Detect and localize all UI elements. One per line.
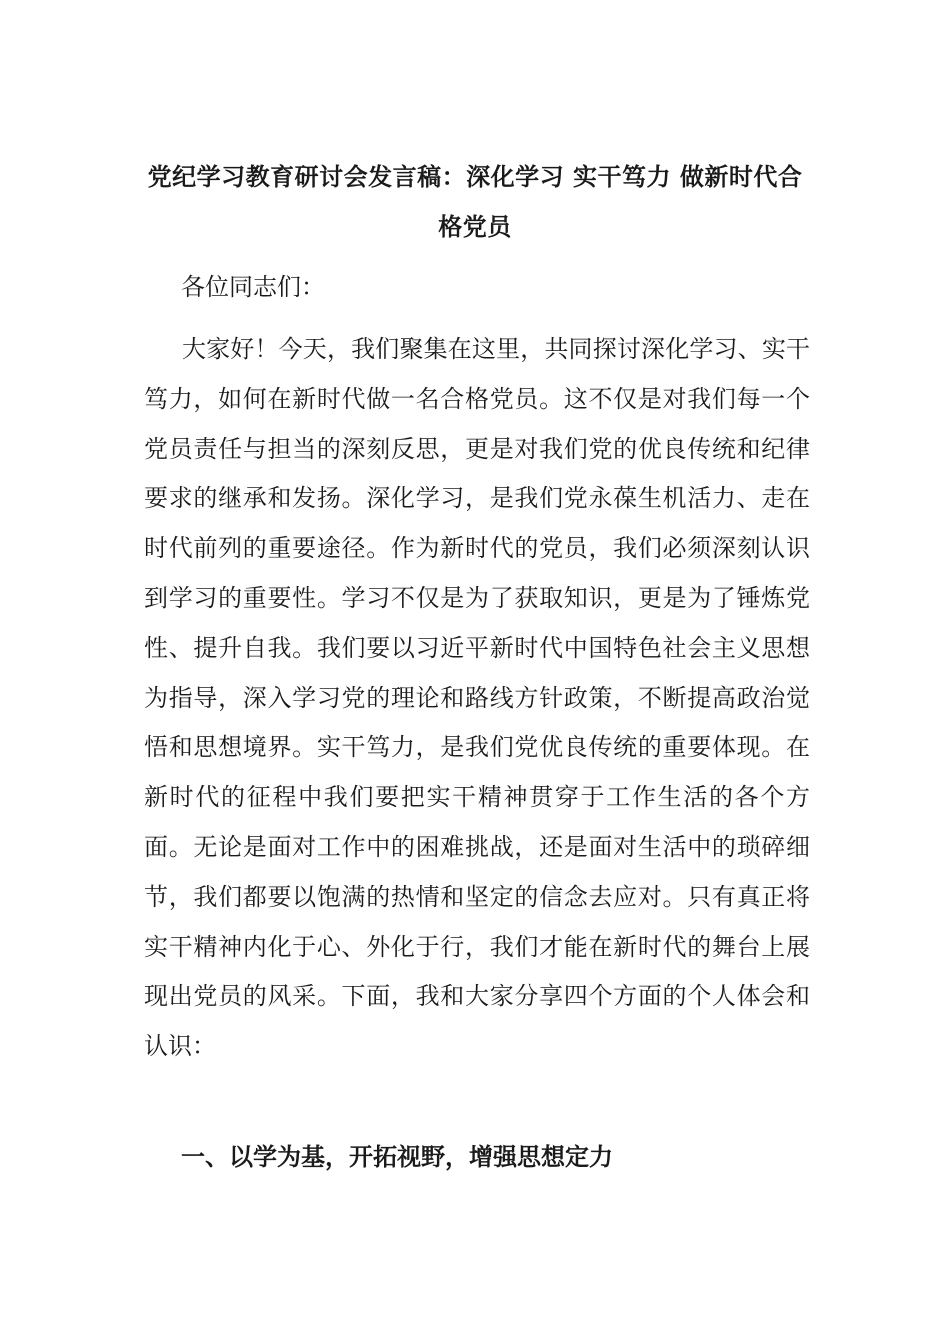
document-title: 党纪学习教育研讨会发言稿：深化学习 实干笃力 做新时代合格党员 (147, 163, 803, 241)
body-paragraph: 大家好！今天，我们聚集在这里，共同探讨深化学习、实干笃力，如何在新时代做一名合格党员。这不仅是对我们每一个党员责任与担当的深刻反思，更是对我们党的优良传统和纪律要求的继承和发扬。深化学习，是我们党永葆生机活力、走在时代前列的重要途径。作为新时代的党员，我们必须深刻认识到学习的重要性。学习不仅是为了获取知识，更是为了锤炼党性、提升自我。我们要以习近平新时代中国特色社会主义思想为指导，深入学习党的理论和路线方针政策，不断提高政治觉悟和思想境界。实干笃力，是我们党优良传统的重要体现。在新时代的征程中我们要把实干精神贯穿于工作生活的各个方面。无论是面对工作中的困难挑战，还是面对生活中的琐碎细节，我们都要以饱满的热情和坚定的信念去应对。只有真正将实干精神内化于心、外化于行，我们才能在新时代的舞台上展现出党员的风采。下面，我和大家分享四个方面的个人体会和认识： (144, 335, 810, 1061)
section-heading-1: 一、以学为基，开拓视野，增强思想定力 (181, 1143, 613, 1171)
greeting: 各位同志们： (181, 273, 325, 301)
